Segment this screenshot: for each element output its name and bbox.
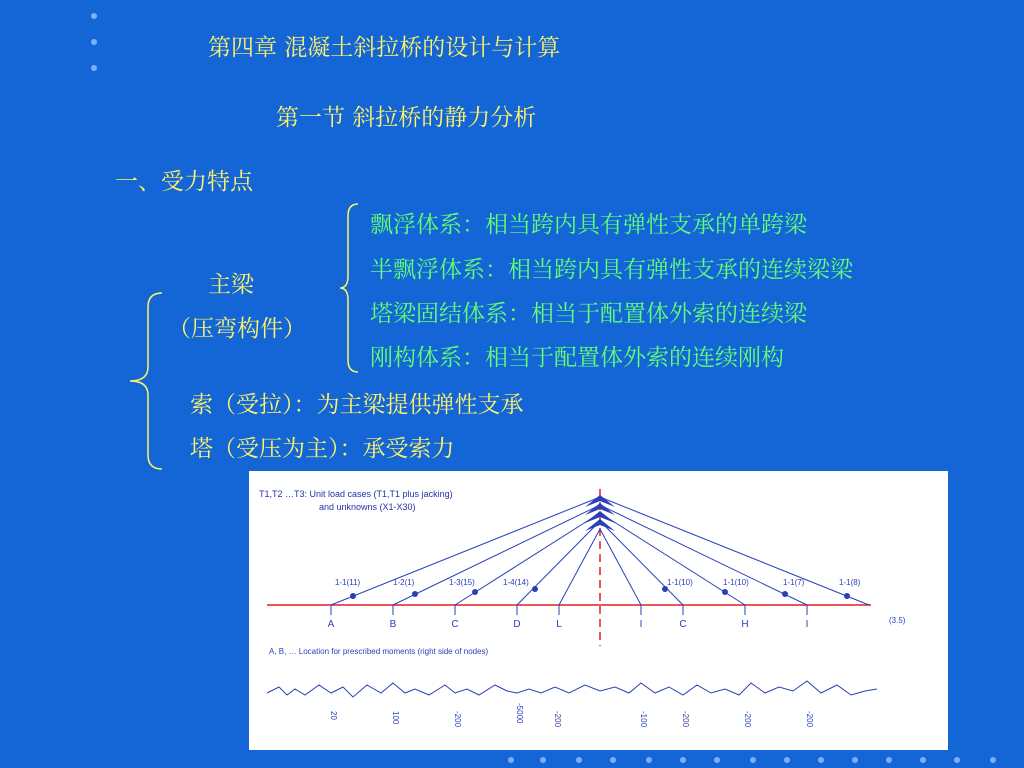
node-label: H (741, 619, 749, 630)
components-brace (126, 291, 166, 471)
decor-dot (91, 39, 97, 45)
moment-label: 100 (391, 711, 400, 725)
systems-brace (338, 202, 362, 374)
decor-dot (610, 757, 616, 763)
decor-dot (576, 757, 582, 763)
system-rigid-frame: 刚构体系：相当于配置体外索的连续刚构 (370, 345, 784, 371)
decor-dot (91, 65, 97, 71)
figure-caption-top1: T1,T2 …T3: Unit load cases (T1,T1 plus jacking) (259, 489, 453, 499)
moment-label: -200 (553, 711, 562, 728)
cable-line: 索（受拉）：为主梁提供弹性支承 (190, 392, 524, 418)
node-label: B (389, 619, 397, 630)
decor-dot (680, 757, 686, 763)
decor-dot (886, 757, 892, 763)
decor-dot (954, 757, 960, 763)
cable-label: 1-1(10) (723, 578, 749, 587)
moment-diagram-line (267, 681, 877, 697)
decor-dot (540, 757, 546, 763)
decor-dot (920, 757, 926, 763)
figure-caption-top2: and unknowns (X1-X30) (319, 502, 416, 512)
node-ticks (331, 605, 807, 615)
node-label: I (805, 619, 809, 630)
main-girder-sublabel: （压弯构件） (168, 316, 306, 342)
node-label: C (679, 619, 687, 630)
system-tower-girder-fixed: 塔梁固结体系：相当于配置体外索的连续梁 (370, 301, 807, 327)
decor-dot (508, 757, 514, 763)
tower-anchor-arrows (585, 495, 615, 531)
main-girder-label: 主梁 (208, 272, 254, 298)
decor-dot (818, 757, 824, 763)
decor-dot (852, 757, 858, 763)
node-label: D (513, 619, 521, 630)
cable-label: 1-1(10) (667, 578, 693, 587)
moment-label: -200 (743, 711, 752, 728)
cable-label: 1-1(8) (839, 578, 861, 587)
moment-label: 20 (329, 711, 338, 720)
cable-label: 1-3(15) (449, 578, 475, 587)
node-label: I (639, 619, 643, 630)
node-label: C (451, 619, 459, 630)
moment-label: -200 (805, 711, 814, 728)
section-title: 第一节 斜拉桥的静力分析 (276, 105, 537, 131)
cable-stayed-bridge-diagram (249, 471, 948, 750)
diagram-svg (249, 471, 948, 750)
figure-caption-mid: A, B, … Location for prescribed moments (right side of nodes) (269, 647, 489, 656)
node-label: A (327, 619, 335, 630)
moment-label: -200 (453, 711, 462, 728)
decor-dot (990, 757, 996, 763)
cable-label: 1-1(7) (783, 578, 805, 587)
cable-label: 1-4(14) (503, 578, 529, 587)
tower-line: 塔（受压为主）：承受索力 (190, 436, 455, 462)
moment-label: -200 (681, 711, 690, 728)
axis-note: (3.5) (889, 616, 906, 625)
node-label: L (556, 619, 562, 630)
cable-label: 1-1(11) (335, 578, 361, 587)
chapter-title: 第四章 混凝土斜拉桥的设计与计算 (208, 35, 561, 61)
system-floating: 飘浮体系：相当跨内具有弹性支承的单跨梁 (370, 212, 807, 238)
decor-dot (714, 757, 720, 763)
cable-label: 1-2(1) (393, 578, 415, 587)
subsection-heading: 一、受力特点 (115, 169, 253, 195)
moment-label: -100 (639, 711, 648, 728)
decor-dot (91, 13, 97, 19)
moment-label: -5000 (515, 703, 524, 724)
system-semi-floating: 半飘浮体系：相当跨内具有弹性支承的连续梁梁 (370, 257, 853, 283)
decor-dot (750, 757, 756, 763)
decor-dot (646, 757, 652, 763)
decor-dot (784, 757, 790, 763)
